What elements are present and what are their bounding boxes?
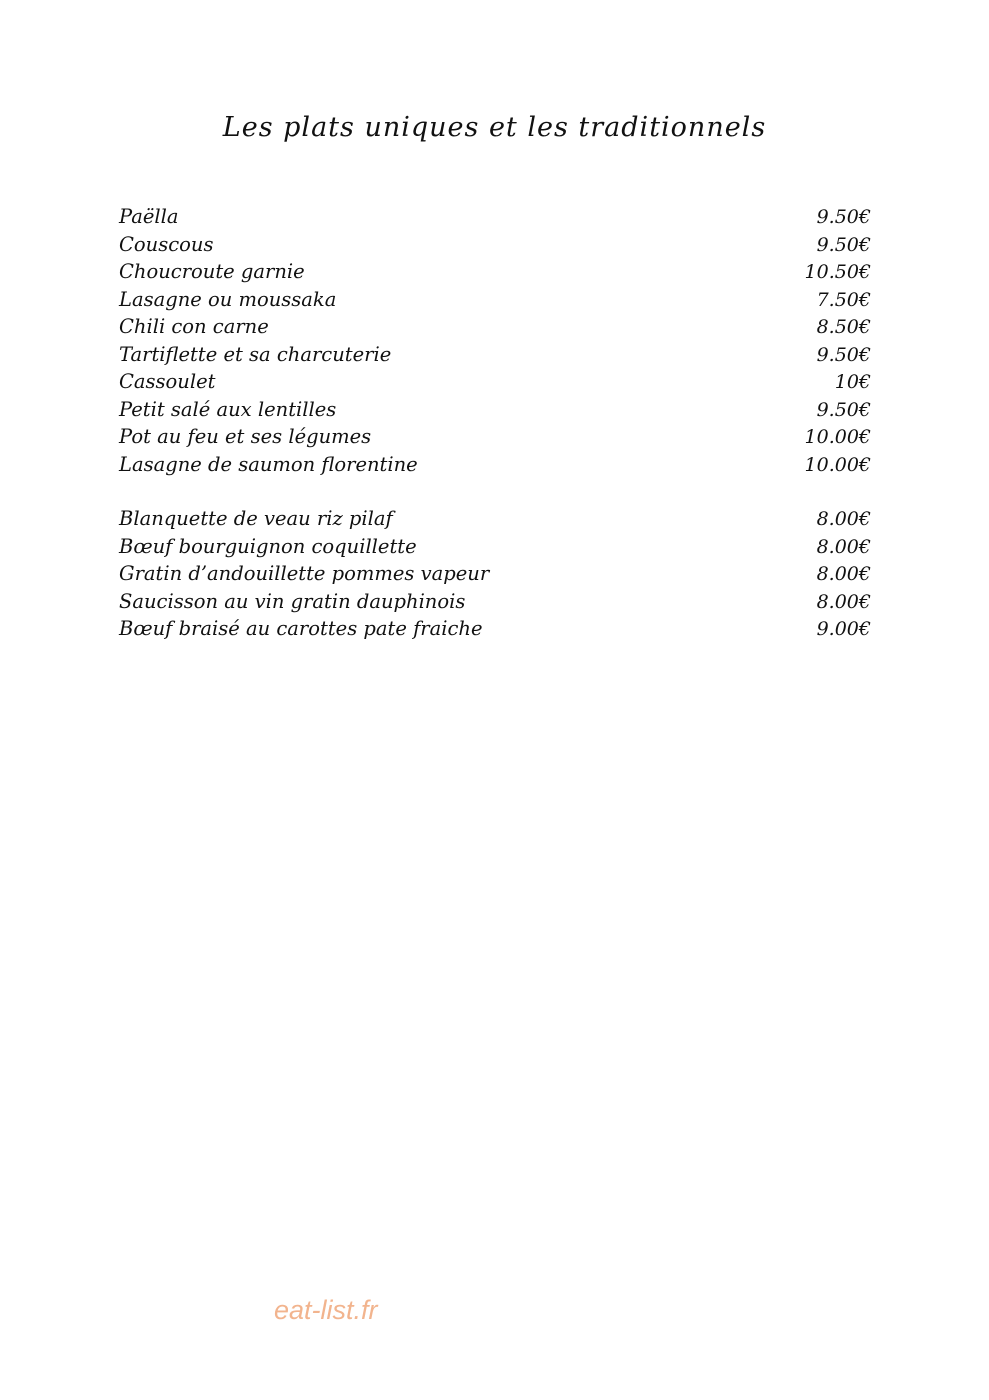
menu-item-price: 9.50€: [816, 343, 871, 366]
menu-item-name: Tartiflette et sa charcuterie: [119, 342, 392, 366]
menu-item-name: Bœuf bourguignon coquillette: [119, 534, 417, 558]
menu-item-name: Lasagne ou moussaka: [119, 287, 337, 311]
menu-item: [119, 231, 871, 259]
menu-item-name: Saucisson au vin gratin dauphinois: [119, 589, 466, 613]
menu-item: [119, 258, 871, 286]
menu-item-name: Paëlla: [119, 205, 179, 228]
menu-item: [119, 505, 871, 533]
menu-item-price: 10.00€: [804, 453, 871, 476]
page-title: Les plats uniques et les traditionnels: [222, 112, 767, 143]
menu-item-price: 9.00€: [816, 618, 871, 640]
menu-item: [119, 203, 871, 231]
menu-item-price: 8.50€: [816, 316, 871, 338]
watermark-text: eat-list.fr: [274, 1295, 378, 1325]
menu-item-price: 10€: [834, 371, 871, 393]
menu-group-simmered: [119, 505, 871, 643]
menu-item-price: 9.50€: [816, 206, 871, 228]
menu-item-name: Lasagne de saumon florentine: [119, 452, 418, 476]
menu-item: [119, 286, 871, 314]
menu-item: [119, 588, 871, 616]
menu-item: [119, 615, 871, 643]
menu-item-name: Chili con carne: [119, 315, 269, 338]
menu-item-price: 9.50€: [816, 233, 871, 256]
menu-list: [119, 203, 871, 643]
menu-item: [119, 368, 871, 396]
menu-item: [119, 423, 871, 451]
menu-item-price: 10.00€: [804, 426, 871, 448]
menu-item-price: 8.00€: [816, 535, 871, 558]
menu-item-price: 8.00€: [816, 563, 871, 585]
menu-item-price: 7.50€: [816, 288, 871, 311]
menu-item-name: Blanquette de veau riz pilaf: [119, 507, 393, 530]
menu-item-name: Choucroute garnie: [119, 260, 305, 283]
menu-item: [119, 396, 871, 424]
menu-item-name: Cassoulet: [119, 370, 216, 393]
menu-item-price: 8.00€: [816, 590, 871, 613]
menu-item-name: Gratin d’andouillette pommes vapeur: [119, 562, 490, 585]
menu-item-price: 8.00€: [816, 508, 871, 530]
menu-item: [119, 341, 871, 369]
menu-item: [119, 533, 871, 561]
menu-item: [119, 451, 871, 479]
menu-item: [119, 313, 871, 341]
menu-item-price: 10.50€: [804, 261, 871, 283]
menu-item-name: Bœuf braisé au carottes pate fraiche: [119, 617, 483, 640]
menu-group-traditional: [119, 203, 871, 478]
menu-item-name: Pot au feu et ses légumes: [119, 425, 372, 448]
menu-item-price: 9.50€: [816, 398, 871, 421]
menu-item-name: Petit salé aux lentilles: [119, 397, 337, 421]
menu-item-name: Couscous: [119, 232, 214, 256]
menu-item: [119, 560, 871, 588]
